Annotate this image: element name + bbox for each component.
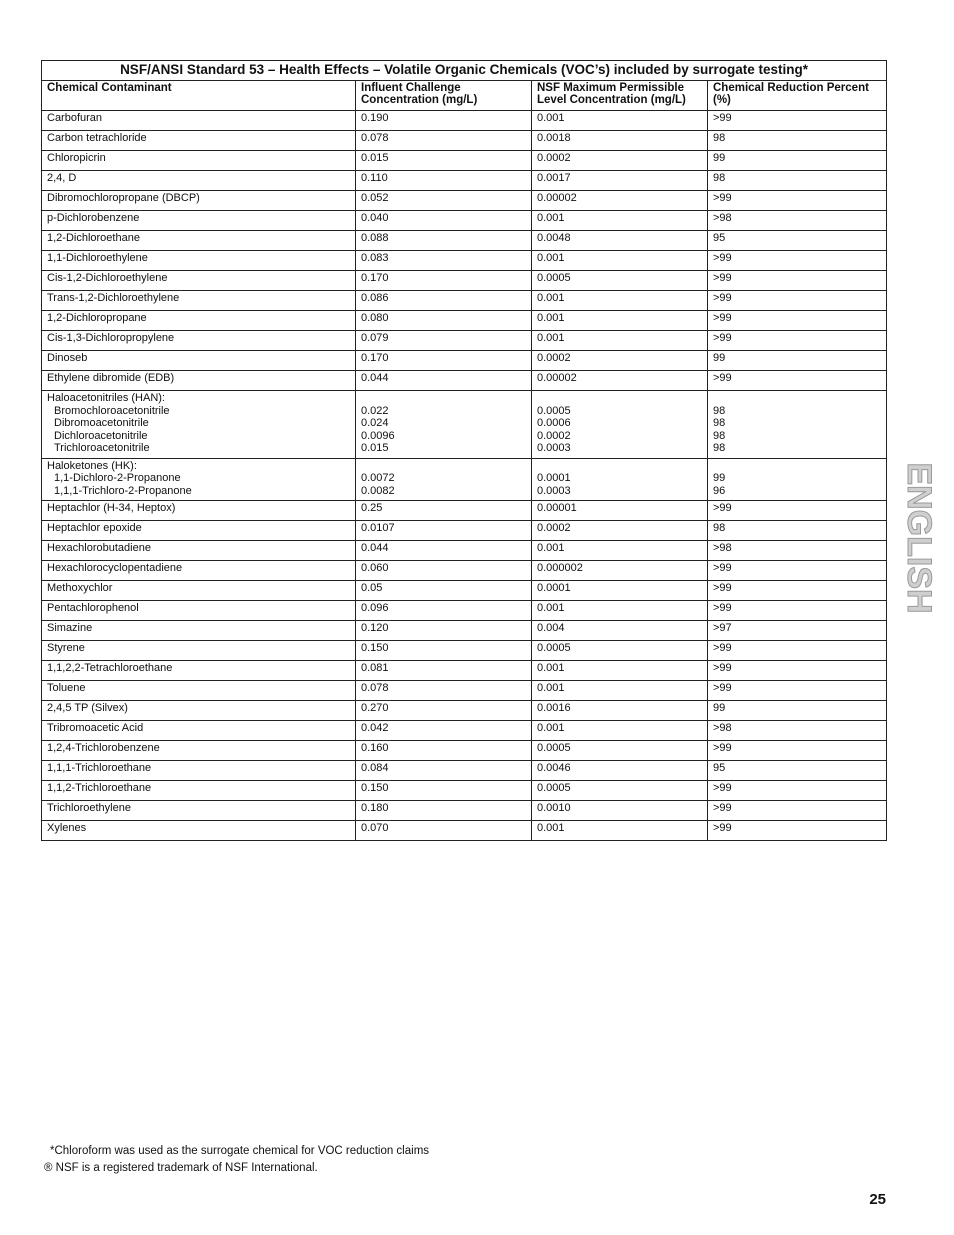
cell-max-level: 0.0005 [532,271,708,291]
cell-influent: 0.180 [356,801,532,821]
group-item-name: Trichloroacetonitrile [54,442,150,454]
table-row [42,191,887,211]
cell-influent: 0.0107 [356,521,532,541]
cell-contaminant: Carbofuran [42,111,356,131]
cell-influent: 0.079 [356,331,532,351]
cell-max-level: 0.0002 [532,351,708,371]
cell-max-level: 0.001 [532,111,708,131]
cell-contaminant: Chloropicrin [42,151,356,171]
cell-contaminant: p-Dichlorobenzene [42,211,356,231]
cell-contaminant: Carbon tetrachloride [42,131,356,151]
cell-max-level: 0.001 [532,291,708,311]
cell-influent: 0.015 [356,151,532,171]
group-item-value: 0.024 [361,417,389,429]
cell-reduction: >99 [708,821,887,841]
cell-contaminant: Styrene [42,641,356,661]
cell-max-level: 0.0002 [532,151,708,171]
table-row [42,171,887,191]
cell-reduction: >99 [708,251,887,271]
cell-reduction: 99 [708,701,887,721]
group-item-value: 0.0003 [537,442,571,454]
cell-influent: 0.150 [356,781,532,801]
cell-influent: 0.05 [356,581,532,601]
cell-influent: 0.040 [356,211,532,231]
cell-contaminant: 1,1,1-Trichloroethane [42,761,356,781]
group-item-value: 0.0072 [361,472,395,484]
cell-contaminant: Heptachlor epoxide [42,521,356,541]
cell-max-level: 0.0046 [532,761,708,781]
table-row [42,621,887,641]
cell-max-level: 0.0005 [532,781,708,801]
cell-influent: 0.052 [356,191,532,211]
cell-influent: 0.096 [356,601,532,621]
cell-influent: 0.160 [356,741,532,761]
cell-reduction: >99 [708,271,887,291]
cell-reduction: >99 [708,601,887,621]
group-label: Haloketones (HK): [47,459,137,472]
cell-max-level: 0.00002 [532,371,708,391]
cell-contaminant: 1,1,2,2-Tetrachloroethane [42,661,356,681]
table-row [42,311,887,331]
header-influent: Influent Challenge Concentration (mg/L) [356,81,532,111]
cell-influent [356,458,532,501]
table-row [42,781,887,801]
table-row [42,801,887,821]
cell-influent: 0.190 [356,111,532,131]
cell-influent: 0.070 [356,821,532,841]
cell-max-level: 0.000002 [532,561,708,581]
group-item-name: 1,1-Dichloro-2-Propanone [54,472,181,484]
cell-max-level: 0.0005 [532,641,708,661]
cell-max-level: 0.0001 [532,581,708,601]
cell-reduction: >99 [708,331,887,351]
cell-contaminant: Tribromoacetic Acid [42,721,356,741]
table-row [42,521,887,541]
table-row [42,761,887,781]
cell-influent: 0.060 [356,561,532,581]
cell-max-level: 0.0018 [532,131,708,151]
group-item-name: Dibromoacetonitrile [54,417,149,429]
table-row [42,581,887,601]
table-row [42,251,887,271]
group-item-name: Bromochloroacetonitrile [54,404,170,417]
cell-reduction: >99 [708,501,887,521]
header-contaminant: Chemical Contaminant [42,81,356,111]
cell-contaminant: 2,4,5 TP (Silvex) [42,701,356,721]
cell-contaminant: 2,4, D [42,171,356,191]
table-row [42,211,887,231]
group-spacer [713,392,881,405]
group-item-name: 1,1,1-Trichloro-2-Propanone [54,484,192,497]
cell-reduction: >99 [708,311,887,331]
table-row [42,371,887,391]
table-row [42,741,887,761]
table-row [42,601,887,621]
group-spacer [713,460,881,473]
cell-max-level [532,458,708,501]
group-spacer [537,392,702,405]
cell-influent: 0.080 [356,311,532,331]
cell-contaminant: Ethylene dibromide (EDB) [42,371,356,391]
cell-max-level: 0.001 [532,541,708,561]
group-label: Haloacetonitriles (HAN): [47,392,165,404]
cell-contaminant: Pentachlorophenol [42,601,356,621]
table-row [42,231,887,251]
cell-contaminant: Dibromochloropropane (DBCP) [42,191,356,211]
table-row [42,351,887,371]
group-item-name: Dichloroacetonitrile [54,429,148,442]
cell-influent: 0.081 [356,661,532,681]
table-row [42,111,887,131]
cell-max-level: 0.001 [532,661,708,681]
cell-max-level [532,391,708,459]
cell-influent: 0.044 [356,541,532,561]
cell-max-level: 0.001 [532,211,708,231]
group-item-value: 98 [713,404,726,417]
cell-reduction [708,458,887,501]
group-item-value: 0.0002 [537,429,571,442]
table-row [42,641,887,661]
cell-reduction: >99 [708,581,887,601]
footnote-surrogate: *Chloroform was used as the surrogate chemical for VOC reduction claims [50,1145,430,1157]
cell-reduction: >97 [708,621,887,641]
cell-reduction: 98 [708,171,887,191]
cell-influent: 0.170 [356,351,532,371]
group-item-value: 98 [713,417,726,429]
cell-contaminant: Simazine [42,621,356,641]
cell-max-level: 0.0005 [532,741,708,761]
cell-reduction: 99 [708,351,887,371]
cell-contaminant: Heptachlor (H-34, Heptox) [42,501,356,521]
cell-influent: 0.078 [356,131,532,151]
group-item-value: 98 [713,429,726,442]
table-group-row [42,391,887,459]
header-nsf-max: NSF Maximum Permissible Level Concentration (mg/L) [532,81,708,111]
table-row [42,291,887,311]
cell-contaminant: Cis-1,3-Dichloropropylene [42,331,356,351]
cell-contaminant: 1,1-Dichloroethylene [42,251,356,271]
cell-max-level: 0.004 [532,621,708,641]
cell-contaminant: 1,2,4-Trichlorobenzene [42,741,356,761]
cell-contaminant: 1,2-Dichloropropane [42,311,356,331]
cell-contaminant: Xylenes [42,821,356,841]
cell-reduction: 95 [708,231,887,251]
table-row [42,541,887,561]
cell-influent: 0.150 [356,641,532,661]
cell-max-level: 0.001 [532,331,708,351]
cell-max-level: 0.0017 [532,171,708,191]
cell-influent: 0.25 [356,501,532,521]
cell-reduction: 99 [708,151,887,171]
cell-contaminant: Trichloroethylene [42,801,356,821]
group-item-value: 96 [713,484,726,497]
table-row [42,821,887,841]
side-tab-label: ENGLISH [900,462,938,614]
cell-reduction: >99 [708,371,887,391]
table-row [42,501,887,521]
cell-contaminant: Hexachlorobutadiene [42,541,356,561]
cell-reduction: >99 [708,111,887,131]
page-number: 25 [869,1191,886,1208]
cell-reduction: >99 [708,191,887,211]
cell-contaminant [42,391,356,459]
cell-reduction: >99 [708,681,887,701]
group-item-value: 99 [713,472,726,484]
cell-max-level: 0.0002 [532,521,708,541]
group-item-value: 0.0096 [361,429,395,442]
cell-influent: 0.110 [356,171,532,191]
cell-max-level: 0.0010 [532,801,708,821]
table-body [42,111,887,841]
table-row [42,131,887,151]
cell-influent: 0.086 [356,291,532,311]
cell-influent: 0.088 [356,231,532,251]
cell-reduction [708,391,887,459]
group-spacer [537,460,702,473]
group-item-value: 0.015 [361,442,389,454]
cell-reduction: 98 [708,521,887,541]
cell-max-level: 0.0016 [532,701,708,721]
table-row [42,681,887,701]
group-item-value: 0.0006 [537,417,571,429]
voc-reduction-table [41,60,887,841]
group-item-value: 98 [713,442,726,454]
group-spacer [361,460,526,473]
cell-reduction: >99 [708,661,887,681]
cell-contaminant: Methoxychlor [42,581,356,601]
table-row [42,661,887,681]
cell-contaminant: Trans-1,2-Dichloroethylene [42,291,356,311]
table-row [42,701,887,721]
cell-influent: 0.120 [356,621,532,641]
header-reduction: Chemical Reduction Percent (%) [708,81,887,111]
group-item-value: 0.0082 [361,484,395,497]
table-row [42,721,887,741]
cell-max-level: 0.00002 [532,191,708,211]
group-item-value: 0.0001 [537,472,571,484]
cell-reduction: >98 [708,541,887,561]
cell-influent: 0.170 [356,271,532,291]
cell-max-level: 0.00001 [532,501,708,521]
cell-reduction: >98 [708,721,887,741]
table-group-row [42,458,887,501]
cell-reduction: 98 [708,131,887,151]
cell-contaminant [42,458,356,501]
cell-reduction: >99 [708,801,887,821]
cell-reduction: >99 [708,641,887,661]
cell-max-level: 0.001 [532,601,708,621]
cell-contaminant: Cis-1,2-Dichloroethylene [42,271,356,291]
cell-influent: 0.042 [356,721,532,741]
cell-contaminant: 1,1,2-Trichloroethane [42,781,356,801]
cell-reduction: >98 [708,211,887,231]
cell-max-level: 0.0048 [532,231,708,251]
table-row [42,331,887,351]
cell-contaminant: Hexachlorocyclopentadiene [42,561,356,581]
cell-influent: 0.083 [356,251,532,271]
cell-influent: 0.270 [356,701,532,721]
footnote-trademark: ® NSF is a registered trademark of NSF International. [44,1162,318,1174]
cell-influent: 0.078 [356,681,532,701]
cell-reduction: >99 [708,741,887,761]
cell-contaminant: 1,2-Dichloroethane [42,231,356,251]
cell-influent: 0.084 [356,761,532,781]
cell-influent: 0.044 [356,371,532,391]
table-row [42,561,887,581]
cell-max-level: 0.001 [532,681,708,701]
cell-reduction: >99 [708,291,887,311]
cell-max-level: 0.001 [532,311,708,331]
group-spacer [361,392,526,405]
table-row [42,271,887,291]
group-item-value: 0.0003 [537,484,571,497]
group-item-value: 0.0005 [537,404,571,417]
group-item-value: 0.022 [361,404,389,417]
cell-contaminant: Toluene [42,681,356,701]
table-row [42,151,887,171]
side-tab-english [900,453,938,623]
cell-reduction: >99 [708,561,887,581]
cell-reduction: >99 [708,781,887,801]
cell-max-level: 0.001 [532,821,708,841]
cell-max-level: 0.001 [532,721,708,741]
cell-max-level: 0.001 [532,251,708,271]
cell-contaminant: Dinoseb [42,351,356,371]
cell-influent [356,391,532,459]
table-title: NSF/ANSI Standard 53 – Health Effects – Volatile Organic Chemicals (VOC’s) included by surrogate testing* [42,61,887,81]
cell-reduction: 95 [708,761,887,781]
